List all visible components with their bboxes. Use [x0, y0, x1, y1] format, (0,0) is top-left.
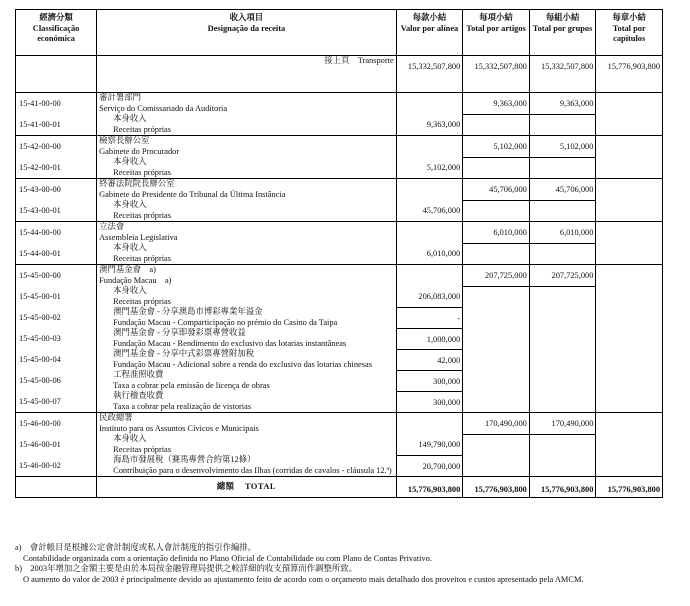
- transport-row: [16, 56, 663, 93]
- transport-code: [16, 56, 97, 93]
- total-label-pt: TOTAL: [244, 481, 276, 491]
- row-grupos: 170,490,000: [529, 413, 596, 435]
- row-code: 15-44-00-00: [16, 222, 97, 244]
- table-row: [16, 328, 663, 349]
- total-label-zh: 總額: [216, 481, 235, 491]
- header-designation-zh: 收入項目: [229, 13, 264, 22]
- row-artigos: [463, 434, 530, 455]
- row-capitulos: [596, 157, 663, 179]
- row-capitulos: [596, 286, 663, 307]
- row-designation-zh: 本身收入: [113, 200, 147, 209]
- row-grupos: [529, 370, 596, 391]
- row-artigos: [463, 307, 530, 328]
- row-code: 15-46-00-01: [16, 434, 97, 455]
- row-artigos: 9,363,000: [463, 93, 530, 115]
- header-artigos: [463, 10, 530, 56]
- row-designation-pt: Instituto para os Assuntos Cívicos e Municipais: [99, 423, 259, 433]
- row-capitulos: [596, 265, 663, 287]
- row-code: 15-45-00-00: [16, 265, 97, 287]
- row-designation-zh: 澳門基金會 a): [99, 265, 156, 274]
- table-row: [16, 114, 663, 136]
- row-alinea: 149,790,000: [396, 434, 463, 455]
- row-capitulos: [596, 434, 663, 455]
- header-classification: [16, 10, 97, 56]
- row-capitulos: [596, 136, 663, 158]
- header-designation-pt: Designação da receita: [207, 23, 286, 33]
- row-code: 15-45-00-02: [16, 307, 97, 328]
- row-alinea: 6,010,000: [396, 243, 463, 265]
- row-designation-pt: Taxa a cobrar pela emissão de licença de obras: [113, 380, 270, 390]
- row-code: 15-43-00-01: [16, 200, 97, 222]
- row-artigos: [463, 200, 530, 222]
- table-row: [16, 286, 663, 307]
- row-designation-pt: Gabinete do Presidente do Tribunal da Última Instância: [99, 189, 286, 199]
- row-grupos: [529, 286, 596, 307]
- table-row: [16, 265, 663, 287]
- table-row: [16, 434, 663, 455]
- row-artigos: 45,706,000: [463, 179, 530, 201]
- row-code: 15-45-00-07: [16, 391, 97, 413]
- row-designation-pt: Receitas próprias: [113, 444, 172, 454]
- row-grupos: [529, 434, 596, 455]
- row-code: 15-46-00-00: [16, 413, 97, 435]
- footnotes: [15, 543, 675, 585]
- row-code: 15-42-00-01: [16, 157, 97, 179]
- row-alinea: [396, 179, 463, 201]
- row-designation-zh: 立法會: [99, 222, 125, 231]
- table-row: [16, 222, 663, 244]
- row-capitulos: [596, 179, 663, 201]
- table-header: [16, 10, 663, 56]
- row-designation-pt: Contribuição para o desenvolvimento das Ilhas (corridas de cavalos - cláusula 12.ª): [113, 465, 392, 475]
- row-designation: [97, 265, 397, 287]
- note-b-pt: O aumento do valor de 2003 é principalmente devido ao ajustamento feito de acordo com o orçamento mais detalhado dos proveitos e custos apresentado pela AMCM.: [23, 574, 584, 584]
- row-designation-zh: 澳門基金會 - 分享即發彩票專營收益: [113, 328, 246, 337]
- row-artigos: [463, 391, 530, 413]
- row-code: 15-42-00-00: [16, 136, 97, 158]
- row-designation-pt: Receitas próprias: [113, 167, 172, 177]
- header-alinea-pt: Valor por alínea: [400, 23, 459, 33]
- row-designation-zh: 審計署部門: [99, 93, 141, 102]
- transport-artigos: 15,332,507,800: [463, 56, 530, 93]
- row-grupos: 5,102,000: [529, 136, 596, 158]
- note-b-zh: b) 2003年增加之金額主要是由於本局按金融管理局提供之較詳細的收支預算而作調整所致。: [15, 564, 357, 573]
- header-alinea-zh: 每款小結: [412, 13, 447, 22]
- row-designation: [97, 157, 397, 179]
- table-row: [16, 93, 663, 115]
- note-a-pt: Contabilidade organizada com a orientação definida no Plano Oficial de Contabilidade ou com Plano de Contas Privativo.: [23, 553, 432, 563]
- row-alinea: -: [396, 307, 463, 328]
- table-row: [16, 370, 663, 391]
- row-capitulos: [596, 200, 663, 222]
- row-alinea: 300,000: [396, 370, 463, 391]
- row-grupos: 45,706,000: [529, 179, 596, 201]
- row-artigos: [463, 349, 530, 370]
- table-row: [16, 200, 663, 222]
- row-code: 15-41-00-01: [16, 114, 97, 136]
- row-designation: [97, 307, 397, 328]
- row-capitulos: [596, 370, 663, 391]
- row-capitulos: [596, 328, 663, 349]
- row-designation-zh: 本身收入: [113, 434, 147, 443]
- row-designation: [97, 434, 397, 455]
- row-designation-pt: Fundação Macau - Adicional sobre a renda do exclusivo das lotarias chinesas: [113, 359, 372, 369]
- row-artigos: 5,102,000: [463, 136, 530, 158]
- table-row: [16, 455, 663, 477]
- header-grupos: [529, 10, 596, 56]
- row-designation: [97, 391, 397, 413]
- row-designation-pt: Fundação Macau a): [99, 275, 172, 285]
- row-code: 15-45-00-01: [16, 286, 97, 307]
- row-alinea: 5,102,000: [396, 157, 463, 179]
- row-code: 15-45-00-06: [16, 370, 97, 391]
- row-code: 15-45-00-04: [16, 349, 97, 370]
- header-capitulos: [596, 10, 663, 56]
- row-designation: [97, 243, 397, 265]
- row-artigos: 170,490,000: [463, 413, 530, 435]
- row-grupos: [529, 200, 596, 222]
- row-capitulos: [596, 243, 663, 265]
- row-alinea: 206,083,000: [396, 286, 463, 307]
- transport-label-zh: 接上頁: [324, 56, 350, 65]
- header-capitulos-pt: Total por capítulos: [612, 23, 646, 43]
- row-capitulos: [596, 413, 663, 435]
- row-alinea: 45,706,000: [396, 200, 463, 222]
- row-alinea: 42,000: [396, 349, 463, 370]
- row-alinea: [396, 222, 463, 244]
- table-row: [16, 391, 663, 413]
- row-alinea: 300,000: [396, 391, 463, 413]
- row-code: 15-45-00-03: [16, 328, 97, 349]
- table-row: [16, 136, 663, 158]
- row-designation: [97, 455, 397, 477]
- budget-page: [15, 9, 663, 498]
- row-grupos: [529, 391, 596, 413]
- row-alinea: [396, 136, 463, 158]
- row-grupos: [529, 114, 596, 136]
- table-row: [16, 179, 663, 201]
- row-capitulos: [596, 307, 663, 328]
- header-grupos-pt: Total por grupos: [532, 23, 593, 33]
- row-designation: [97, 93, 397, 115]
- row-designation-pt: Assembleia Legislativa: [99, 232, 178, 242]
- row-designation: [97, 349, 397, 370]
- row-designation-zh: 澳門基金會 - 分享澳島市博彩專業年溢金: [113, 307, 263, 316]
- row-alinea: [396, 413, 463, 435]
- row-designation-pt: Receitas próprias: [113, 296, 172, 306]
- row-capitulos: [596, 391, 663, 413]
- header-grupos-zh: 每組小結: [545, 13, 580, 22]
- row-capitulos: [596, 93, 663, 115]
- row-code: 15-41-00-00: [16, 93, 97, 115]
- row-code: 15-44-00-01: [16, 243, 97, 265]
- row-alinea: 1,000,000: [396, 328, 463, 349]
- row-artigos: 6,010,000: [463, 222, 530, 244]
- table-row: [16, 243, 663, 265]
- row-grupos: [529, 328, 596, 349]
- header-capitulos-zh: 每章小結: [612, 13, 646, 22]
- row-designation-zh: 本身收入: [113, 157, 147, 166]
- row-designation: [97, 114, 397, 136]
- row-artigos: [463, 157, 530, 179]
- row-designation-zh: 澳門基金會 - 分享中式彩票專營附加稅: [113, 349, 255, 358]
- row-grupos: [529, 455, 596, 477]
- row-alinea: [396, 93, 463, 115]
- table-row: [16, 349, 663, 370]
- row-designation-zh: 終審法院院長辦公室: [99, 179, 175, 188]
- revenue-table: [15, 9, 663, 498]
- header-artigos-zh: 每項小結: [479, 13, 513, 22]
- row-code: 15-46-00-02: [16, 455, 97, 477]
- row-designation: [97, 222, 397, 244]
- transport-label-pt: Transporte: [357, 56, 394, 65]
- row-designation-zh: 本身收入: [113, 114, 147, 123]
- row-designation-zh: 工程准照收費: [113, 370, 164, 379]
- total-artigos: 15,776,903,800: [463, 477, 530, 498]
- row-capitulos: [596, 222, 663, 244]
- row-designation-pt: Serviço do Comissariado da Auditoria: [99, 103, 228, 113]
- row-designation-pt: Fundação Macau - Comparticipação no prémio do Casino da Taipa: [113, 317, 338, 327]
- header-classification-zh: 經濟分類: [39, 13, 73, 22]
- total-code: [16, 477, 97, 498]
- row-grupos: [529, 349, 596, 370]
- row-grupos: [529, 157, 596, 179]
- row-capitulos: [596, 455, 663, 477]
- total-capitulos: 15,776,903,800: [596, 477, 663, 498]
- row-capitulos: [596, 114, 663, 136]
- row-designation: [97, 286, 397, 307]
- row-designation-pt: Gabinete do Procurador: [99, 146, 180, 156]
- note-a-zh: a) 會計帳目是根據公定會計制度或私人會計制度的指引作編排。: [15, 543, 257, 552]
- row-artigos: [463, 286, 530, 307]
- header-alinea: [396, 10, 463, 56]
- row-grupos: [529, 307, 596, 328]
- row-designation: [97, 370, 397, 391]
- header-designation: [97, 10, 397, 56]
- row-designation-zh: 執行稽查收費: [113, 391, 164, 400]
- row-designation-zh: 檢察長辦公室: [99, 136, 150, 145]
- row-designation-zh: 民政總署: [99, 413, 133, 422]
- row-designation: [97, 200, 397, 222]
- total-alinea: 15,776,903,800: [396, 477, 463, 498]
- row-designation-pt: Receitas próprias: [113, 124, 172, 134]
- row-artigos: [463, 243, 530, 265]
- row-alinea: 9,363,000: [396, 114, 463, 136]
- row-designation: [97, 413, 397, 435]
- row-grupos: 207,725,000: [529, 265, 596, 287]
- row-designation: [97, 136, 397, 158]
- header-classification-pt: Classificação económica: [32, 23, 80, 43]
- total-row: [16, 477, 663, 498]
- row-artigos: [463, 370, 530, 391]
- row-designation-pt: Receitas próprias: [113, 253, 172, 263]
- row-designation-pt: Fundação Macau - Rendimento do exclusivo das lotarias instantâneas: [113, 338, 347, 348]
- row-designation-zh: 海島市發展稅（賽馬專營合約第12條）: [113, 455, 256, 464]
- row-designation: [97, 179, 397, 201]
- transport-alinea: 15,332,507,800: [396, 56, 463, 93]
- header-artigos-pt: Total por artigos: [466, 23, 526, 33]
- transport-capitulos: 15,776,903,800: [596, 56, 663, 93]
- row-grupos: 9,363,000: [529, 93, 596, 115]
- row-designation-pt: Taxa a cobrar pela realização de vistorias: [113, 401, 252, 411]
- row-code: 15-43-00-00: [16, 179, 97, 201]
- table-row: [16, 157, 663, 179]
- row-artigos: [463, 455, 530, 477]
- total-label: [97, 477, 397, 498]
- row-artigos: 207,725,000: [463, 265, 530, 287]
- row-grupos: [529, 243, 596, 265]
- row-alinea: [396, 265, 463, 287]
- row-designation-zh: 本身收入: [113, 286, 147, 295]
- row-capitulos: [596, 349, 663, 370]
- table-row: [16, 307, 663, 328]
- row-designation-zh: 本身收入: [113, 243, 147, 252]
- row-alinea: 20,700,000: [396, 455, 463, 477]
- table-row: [16, 413, 663, 435]
- total-grupos: 15,776,903,800: [529, 477, 596, 498]
- transport-label: [97, 56, 397, 93]
- transport-grupos: 15,332,507,800: [529, 56, 596, 93]
- row-artigos: [463, 114, 530, 136]
- row-designation: [97, 328, 397, 349]
- row-artigos: [463, 328, 530, 349]
- row-grupos: 6,010,000: [529, 222, 596, 244]
- row-designation-pt: Receitas próprias: [113, 210, 172, 220]
